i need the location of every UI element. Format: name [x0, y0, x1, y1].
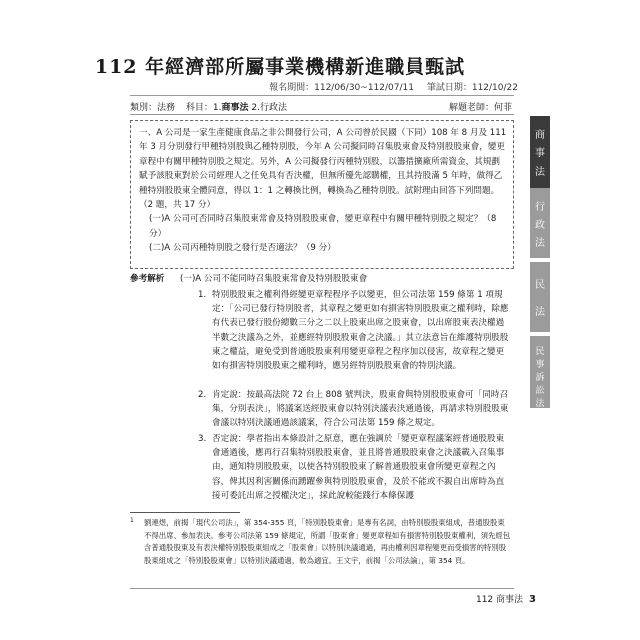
- answer-item: 1. 特別股股東之權利得經變更章程程序予以變更，但公司法第 159 條第 1 項規定：「公司已發行特別股者，其章程之變更如有損害特別股股東之權利時，除應有代表已發行股份總數三分之二以上股東出席之股東會，以出席股東表決權過半數之決議為之外，並應經特別股股東會之決議。」其立法意旨在維護特別股股東之權益，避免受到普通股股東利用變更章程之程序加以侵害，故章程之變更如有損害特別股股東之權利時，應另經特別股股東會的特別決議。: [198, 290, 509, 372]
- subject: 科目：1.商事法 2.行政法: [185, 103, 287, 113]
- answer-item: 2. 肯定說：按最高法院 72 台上 808 號判決，股東會與特別股股東會可「同時召集，分別表決」，將議案送經股東會以特別決議表決通過後，再請求特別股股東會議以特別決議通過該議案，符合公司法第 159 條之規定。: [198, 390, 509, 429]
- exam-date: 筆試日期：112/10/22: [426, 83, 518, 93]
- question-body: 一、A 公司是一家生產健康食品之非公開發行公司，A 公司曾於民國（下同）108 年 8 月及 111 年 3 月分別發行甲種特別股與乙種特別股，今年 A 公司擬同時召集股東會及特別股股東會，變更章程中有關甲種特別股之規定。另外，A 公司擬發行丙種特別股，以籌措擴廠所需資金，其規劃賦予該股東對於公司經理人之任免具有否決權，但無所優先認購權，且其持股滿 5 年時，做得乙種特別股股東全體同意，得以 1：1 之轉換比例，轉換為乙種特別股。試附理由回答下列問題。（2 題，共 17 分）: [139, 128, 507, 211]
- author: 解題老師：何菲: [448, 103, 512, 113]
- answer-label: 參考解析: [130, 274, 165, 284]
- divider: [130, 114, 514, 115]
- question-sub-2: (二)A 公司丙種特別股之發行是否適法？（9 分）: [149, 243, 336, 254]
- answer-heading: (一)A 公司不能同時召集股東常會及特別股股東會: [180, 274, 368, 284]
- registration-period: 報名期間：112/06/30~112/07/11: [269, 83, 414, 93]
- side-tab-administrative-law[interactable]: 行 政 法: [530, 188, 550, 258]
- question-box: [130, 120, 514, 269]
- footnote-rule: [130, 512, 240, 513]
- side-tab-civil-procedure[interactable]: 民 事 訴 訟 法: [530, 336, 550, 408]
- divider: [130, 95, 514, 96]
- category: 類別：法務: [130, 103, 176, 113]
- page-footer: [476, 592, 536, 605]
- side-tab-commercial-law[interactable]: 商 事 法: [530, 116, 550, 188]
- footer-rule: [130, 588, 514, 589]
- footnote-text: 劉連煜，前揭「現代公司法」，第 354-355 頁，「特別股股東會」是專有名詞，由特別股股東組成，普通股股東不得出席、參加表決。參考公司法第 159 條規定，所謂「股東會」變更章程如有損害特別股股東權利，須先經包含普通股股東及有表決權特別股股東組成之「股東會」以特別決議通過，再由權利因章程變更而受損害的特別股股東組成之「特別股股東會」以特別決議通過，較為適宜。王文宇，前揭「公司法論」，第 354 頁。: [144, 518, 511, 565]
- page-title: 112 年經濟部所屬事業機構新進職員甄試: [94, 56, 466, 78]
- answer-item: 3. 否定說：學者指出本條設計之原意，應在強調於「變更章程議案經普通股股東會通過後，應再行召集特別股股東會，並且將普通股股東會之決議載入召集事由，通知特別股股東，以使各特別股股東了解普通股股東會所變更章程之內容，俾其因利害關係而踴躍參與特別股股東會，及於不能或不親自出席時為直接可委託出席之授權決定」，採此說較能踐行本條保護: [198, 434, 505, 501]
- footer-label: 112 商事法: [475, 595, 524, 605]
- side-tab-civil-law[interactable]: 民 法: [530, 262, 550, 332]
- meta-row: [130, 100, 514, 113]
- footnote-mark: 1: [130, 517, 134, 524]
- page-number: 3: [529, 594, 536, 605]
- question-sub-1: (一)A 公司可否同時召集股東常會及特別股股東會，變更章程中有關甲種特別股之規定？（8 分）: [149, 214, 497, 239]
- exam-dates: [259, 80, 518, 93]
